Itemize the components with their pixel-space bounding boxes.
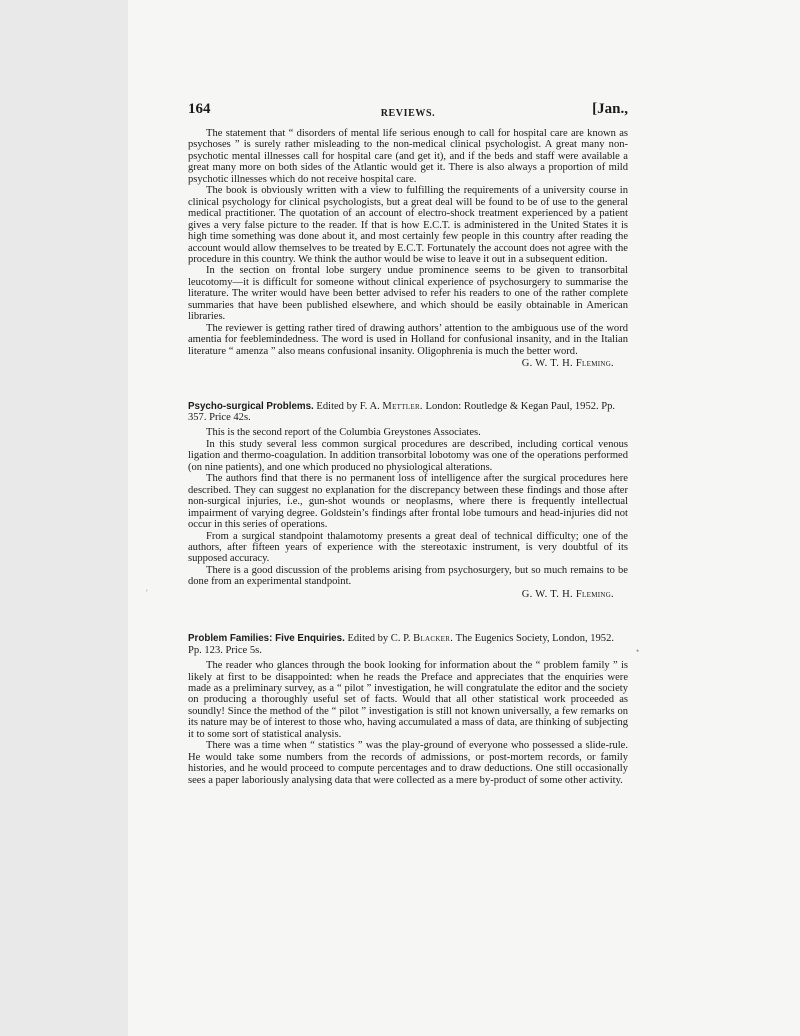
document-body bbox=[188, 100, 628, 786]
publisher-info: London: Routledge & Kegan Paul, 1952. Pp. 357. Price 42s. bbox=[188, 400, 616, 423]
review-heading bbox=[150, 633, 628, 656]
review-psycho-surgical bbox=[188, 401, 628, 601]
paragraph: The authors find that there is no permanent loss of intelligence after the surgical procedures here described. They can suggest no explanation for the discrepancy between these findings and those after non-surgical injuries, i.e., gun-shot wounds or neoplasms, where there is frequently intellectual impairment of varying degree. Goldstein’s findings after frontal lobe tumours and head-injuries did not occur in this series of operations. bbox=[188, 473, 628, 531]
paragraph: There is a good discussion of the problems arising from psychosurgery, but so much remains to be done from an experimental standpoint. bbox=[188, 564, 628, 588]
paragraph: The book is obviously written with a view to fulfilling the requirements of a university course in clinical psychology for clinical psychologists, but a great deal will be found to be of use to the general medical practitioner. The quotation of an account of electro-shock treatment experienced by a patient gives a very false picture to the reader. If that is how E.C.T. is administered in the United States it is high time something was done about it, and most certainly few people in this country after reading the account would allow themselves to be treated by E.C.T. Fortunately the account does not agree with the procedure in this country. We think the author would be wise to leave it out in a subsequent edition. bbox=[188, 185, 628, 265]
book-title: Psycho-surgical Problems. bbox=[188, 400, 314, 412]
issue-date: [Jan., bbox=[592, 101, 628, 117]
running-head bbox=[188, 101, 628, 128]
page-number: 164 bbox=[188, 101, 211, 117]
section-title: REVIEWS. bbox=[380, 108, 436, 119]
paragraph: The statement that “ disorders of mental life serious enough to call for hospital care are known as psychoses ” is surely rather misleading to the non-medical clinical psychologist. A great many non-psychotic mental illnesses call for hospital care (and get it), and if the beds and staff were available a great many more on both sides of the Atlantic would get it. There is also always a proportion of mild psychotic illnesses which do not receive hospital care. bbox=[188, 128, 628, 185]
review-problem-families bbox=[188, 633, 628, 786]
reviewer-signature: G. W. T. H. Fleming. bbox=[521, 358, 614, 370]
publisher-info: The Eugenics Society, London, 1952. Pp. 123. Price 5s. bbox=[188, 633, 614, 656]
paragraph: The reviewer is getting rather tired of drawing authors’ attention to the ambiguous use of the word amentia for feeblemindedness. The word is used in Holland for confusional insanity, and in the Italian literature “ amenza ” also means confusional insanity. Oligophrenia is much the better word. bbox=[188, 322, 628, 357]
paragraph: In the section on frontal lobe surgery undue prominence seems to be given to transorbital leucotomy—it is difficult for someone without clinical experience of psychosurgery to summarise the literature. The writer would have been better advised to refer his readers to one of the rather complete summaries that have been published elsewhere, and which should be easily obtainable in American libraries. bbox=[188, 265, 628, 323]
margin-dot-mark: • bbox=[636, 646, 640, 656]
paragraph: The reader who glances through the book looking for information about the “ problem family ” is likely at first to be disappointed: when he reads the Preface and appreciates that the enquiries were made as a preliminary survey, as a “ pilot ” investigation, he will congratulate the editor and the society on producing a thoroughly useful set of facts. Would that all other statistical work proceeded as soundly! Since the method of the “ pilot ” investigation is still not known universally, a few remarks on its nature may be of interest to those who, having accumulated a mass of data, are thinking of subjecting it to some sort of statistical analysis. bbox=[188, 660, 628, 740]
paragraph: From a surgical standpoint thalamotomy presents a great deal of technical difficulty; one of the authors, after fifteen years of experience with the stereotaxic instrument, is very doubtful of its supposed accuracy. bbox=[188, 530, 628, 565]
review-heading bbox=[150, 401, 628, 424]
paragraph: In this study several less common surgical procedures are described, including cortical venous ligation and thermo-coagulation. In addition transorbital lobotomy was one of the operations performed (on nine patients), and one which produced no physiological alterations. bbox=[188, 438, 628, 473]
editor-name: Mettler. bbox=[382, 400, 423, 412]
editor-prefix: Edited by C. P. bbox=[347, 633, 411, 645]
book-title: Problem Families: Five Enquiries. bbox=[188, 633, 345, 645]
editor-name: Blacker. bbox=[413, 633, 454, 645]
editor-prefix: Edited by F. A. bbox=[316, 400, 380, 412]
reviewer-signature: G. W. T. H. Fleming. bbox=[521, 588, 614, 600]
margin-tick-mark: ′ bbox=[146, 588, 148, 598]
paragraph: There was a time when “ statistics ” was the play-ground of everyone who possessed a slide-rule. He would take some numbers from the records of admissions, or post-mortem records, or family histories, and he would proceed to compute percentages and to draw deductions. One still occasionally sees a paper laboriously analysing data that were collected as a mere by-product of some other activity. bbox=[188, 740, 628, 786]
review-continued bbox=[188, 128, 628, 370]
paragraph: This is the second report of the Columbia Greystones Associates. bbox=[206, 427, 481, 439]
